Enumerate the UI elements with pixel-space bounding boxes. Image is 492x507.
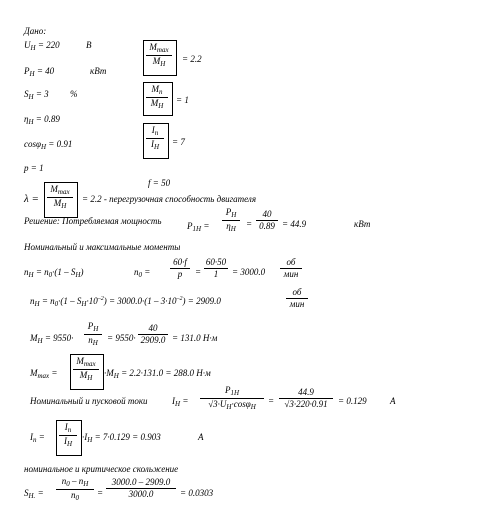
frac2-num: 40 (262, 209, 272, 219)
nh2-sup: –2 (97, 296, 104, 302)
p1h-fraction-1 (222, 208, 240, 233)
nh2-formula (30, 296, 221, 308)
n0-eq: = (144, 267, 151, 277)
s-label: S (24, 89, 29, 99)
u-label: U (24, 40, 31, 50)
n0-f1-den: p (177, 269, 183, 279)
cos-label: cosφ (24, 139, 41, 149)
p1h-fraction-2 (256, 210, 278, 231)
frac1-num-sub: H (231, 211, 237, 219)
slip-eq: = (37, 488, 44, 498)
given-heading: Дано: (24, 26, 47, 36)
ih-f1-den-rest: ·cosφ (231, 399, 251, 409)
n0-sub: 0 (138, 271, 142, 279)
nh2-sup2: –2 (176, 296, 183, 302)
given-frequency: f = 50 (148, 178, 171, 188)
ih-letter: I (172, 396, 175, 406)
ih-f1-den: √3·U (208, 399, 227, 409)
given-power (24, 67, 54, 78)
slip-title: номинальное и критическое скольжение (24, 464, 179, 474)
given-slip (24, 90, 49, 101)
mh-f2-num: 40 (148, 323, 158, 333)
slip-f1-den-sub: 0 (75, 494, 79, 502)
slip-f2-num: 3000.0 – 2909.0 (111, 477, 171, 487)
mmax-den: M (152, 56, 161, 66)
slip-f2-den: 3000.0 (128, 489, 154, 499)
slip-f1-num-rest: – n (69, 476, 84, 486)
mh-f1-den-sub: H (92, 339, 98, 347)
slip-f1-num-sub2: H (83, 480, 89, 488)
mmax-lhs (30, 369, 58, 380)
nh2-unit (286, 288, 308, 309)
cos-value: = 0.91 (48, 139, 73, 149)
p1h-result: = 44.9 (282, 219, 307, 229)
p-sub: H (29, 70, 35, 78)
mh-fraction-1 (84, 322, 102, 347)
in-f-num-sub: n (67, 426, 72, 434)
nh-rest3: ) (80, 267, 84, 277)
n0-fraction-1 (170, 258, 190, 279)
given-voltage (24, 41, 60, 52)
lambda-den-sub: H (61, 202, 67, 210)
nh2-sub: H (34, 300, 40, 308)
in-mid: ·I (82, 432, 88, 442)
mh-f1-num: P (87, 321, 94, 331)
ih-eq: = (182, 396, 189, 406)
p-label: P (24, 66, 30, 76)
lambda-num: M (50, 184, 58, 194)
mn-ratio-value: = 1 (176, 95, 189, 105)
frac1-num: P (225, 207, 232, 217)
in-lhs (30, 433, 45, 444)
nh2-rest5: ) = 2909.0 (182, 296, 221, 306)
n0-f2-den: 1 (213, 269, 219, 279)
nh2-rest: = n (41, 296, 55, 306)
in-fraction (59, 423, 77, 448)
n0-fraction-2 (204, 258, 228, 279)
nh2-rest3: ·10 (86, 296, 98, 306)
mmax-mid-sub: H (113, 372, 119, 380)
mh-lhs (30, 334, 73, 345)
slip-f1-num: n (61, 476, 67, 486)
mmax-f-den-sub: H (87, 374, 93, 382)
ih-f1-num-sub: 1H (230, 389, 240, 397)
nh2-rest4: ) = 3000.0·(1 – 3·10 (103, 296, 177, 306)
slip-result: = 0.0303 (180, 488, 214, 498)
given-pole-pairs: p = 1 (24, 163, 44, 173)
mmax-fraction (73, 357, 99, 382)
nh-rest2: ·(1 – S (52, 267, 76, 277)
eta-sub: H (28, 118, 34, 126)
in-letter: I (30, 432, 33, 442)
slip-eq2: = (97, 488, 104, 498)
in-unit: A (198, 432, 204, 442)
in-ratio-value: = 7 (172, 137, 185, 147)
in-den-sub: H (153, 143, 160, 151)
p1h-symbol (187, 222, 209, 233)
mn-num-sub: n (159, 88, 163, 96)
power-unit: кВт (90, 66, 107, 76)
in-mid-sub: H (87, 436, 93, 444)
mmax-eq: = (51, 368, 58, 378)
p1h-sub: 1H (192, 225, 202, 233)
slip-fraction-1 (56, 477, 94, 502)
mmax-result (104, 369, 211, 380)
n0-result: = 3000.0 (232, 267, 266, 277)
ih-eq2: = (268, 396, 275, 406)
nh2-unit-den: мин (289, 299, 305, 309)
given-cosphi (24, 140, 72, 151)
nh2-rest2: ·(1 – S (58, 296, 82, 306)
p1h-unit: кВт (354, 219, 371, 229)
mmax-num-sub: max (156, 46, 169, 54)
frac1-den-sub: H (230, 225, 236, 233)
in-result-text: = 7·0.129 = 0.903 (94, 432, 161, 442)
lambda-lhs: λ = (24, 193, 39, 205)
ih-fraction-1 (200, 386, 264, 411)
mn-den: M (150, 98, 159, 108)
slip-f1-den: n (71, 490, 76, 500)
ih-result: = 0.129 (338, 396, 367, 406)
ih-lhs (172, 397, 188, 408)
mmax-letter: M (30, 368, 38, 378)
u-value: = 220 (37, 40, 60, 50)
mmax-ratio-value: = 2.2 (182, 54, 202, 64)
eta-value: = 0.89 (35, 114, 60, 124)
slip-lhs (24, 489, 44, 500)
cos-sub: H (40, 143, 47, 151)
n0-unit-num: об (286, 257, 296, 267)
slip-unit: % (70, 89, 78, 99)
lambda-rhs: = 2.2 - перегрузочная способность двигателя (82, 194, 257, 204)
mmax-den-sub: H (160, 60, 166, 68)
in-result (82, 433, 161, 444)
p1h-eq: = (203, 221, 210, 231)
mh-f1-num-sub: H (93, 325, 99, 333)
ih-f2-num: 44.9 (298, 387, 314, 397)
mh-eq: = 9550· (44, 333, 74, 343)
in-f-den-sub: H (66, 440, 73, 448)
voltage-unit: B (86, 40, 92, 50)
p1h-eq2: = (246, 219, 253, 229)
ih-f2-den: √3·220·0.91 (284, 399, 328, 409)
ih-unit: A (390, 396, 396, 406)
frac1-den: η (226, 221, 231, 231)
ih-sub: H (175, 400, 181, 408)
mmax-ratio-fraction (146, 43, 172, 68)
solution-label: Решение: Потребляемая мощность (24, 216, 162, 226)
nh2-unit-num: об (292, 287, 302, 297)
nh-rest: = n (35, 267, 49, 277)
mh-result: = 131.0 Н·м (172, 333, 218, 343)
eta-label: η (24, 114, 29, 124)
mn-ratio-fraction (146, 85, 168, 110)
n0-unit-den: мин (283, 269, 299, 279)
ih-f1-den-sub2: H (250, 403, 256, 411)
mh-fraction-2 (138, 324, 168, 345)
in-sub: n (33, 436, 37, 444)
mn-num: M (151, 84, 159, 94)
s-value: = 3 (35, 89, 49, 99)
nh-rest2-sub: H (75, 271, 81, 279)
ih-f1-den-sub: H (226, 403, 232, 411)
mmax-f-num: M (76, 356, 84, 366)
in-num: I (151, 125, 155, 135)
in-ratio-fraction (146, 126, 164, 151)
slip-letter: S (24, 488, 29, 498)
mh-letter: M (30, 333, 38, 343)
slip-fraction-2 (106, 478, 176, 499)
ih-f1-num: P (224, 385, 231, 395)
slip-f1-num-sub: 0 (66, 480, 70, 488)
in-f-den: I (63, 436, 67, 446)
mh-f1-den: n (88, 335, 93, 345)
u-sub: H (30, 44, 36, 52)
mmax-sub: max (37, 372, 50, 380)
n0-lhs (134, 268, 150, 279)
slip-sub: H. (28, 492, 36, 500)
nh-formula (24, 268, 83, 279)
mh-sub: H (37, 337, 43, 345)
s-sub: H (28, 93, 34, 101)
n0-f2-num: 60·50 (205, 257, 227, 267)
moments-title: Номинальный и максимальные моменты (24, 242, 181, 252)
n0-unit (280, 258, 302, 279)
lambda-fraction (47, 185, 73, 210)
mmax-result-text: = 2.2·131.0 = 288.0 Н·м (121, 368, 211, 378)
n0-f1-num: 60·f (173, 257, 187, 267)
in-den: I (150, 139, 154, 149)
nh-sub: H (28, 271, 34, 279)
lambda-num-sub: max (57, 188, 70, 196)
in-eq: = (38, 432, 45, 442)
nh2-letter: n (30, 296, 35, 306)
in-num-sub: n (154, 129, 159, 137)
mmax-f-den: M (79, 370, 88, 380)
mn-den-sub: H (158, 102, 164, 110)
n0-eq2: = (195, 267, 202, 277)
mmax-num: M (149, 42, 157, 52)
nh2-rest-sub: 0 (54, 300, 59, 308)
nh-rest-sub: 0 (48, 271, 53, 279)
lambda-den: M (53, 198, 62, 208)
ih-fraction-2 (279, 388, 333, 409)
currents-title: Номинальный и пусковой токи (30, 396, 148, 406)
in-f-num: I (64, 422, 68, 432)
given-efficiency (24, 115, 60, 126)
mh-eq2: = 9550· (107, 333, 136, 343)
mmax-f-num-sub: max (83, 360, 96, 368)
mmax-mid: ·M (104, 368, 114, 378)
p-value: = 40 (36, 66, 55, 76)
n0-letter: n (134, 267, 139, 277)
nh-letter: n (24, 267, 29, 277)
nh2-rest2-sub: H (81, 300, 87, 308)
frac2-den: 0.89 (259, 221, 275, 231)
p1h-letter: P (187, 221, 193, 231)
mh-f2-den: 2909.0 (140, 335, 166, 345)
